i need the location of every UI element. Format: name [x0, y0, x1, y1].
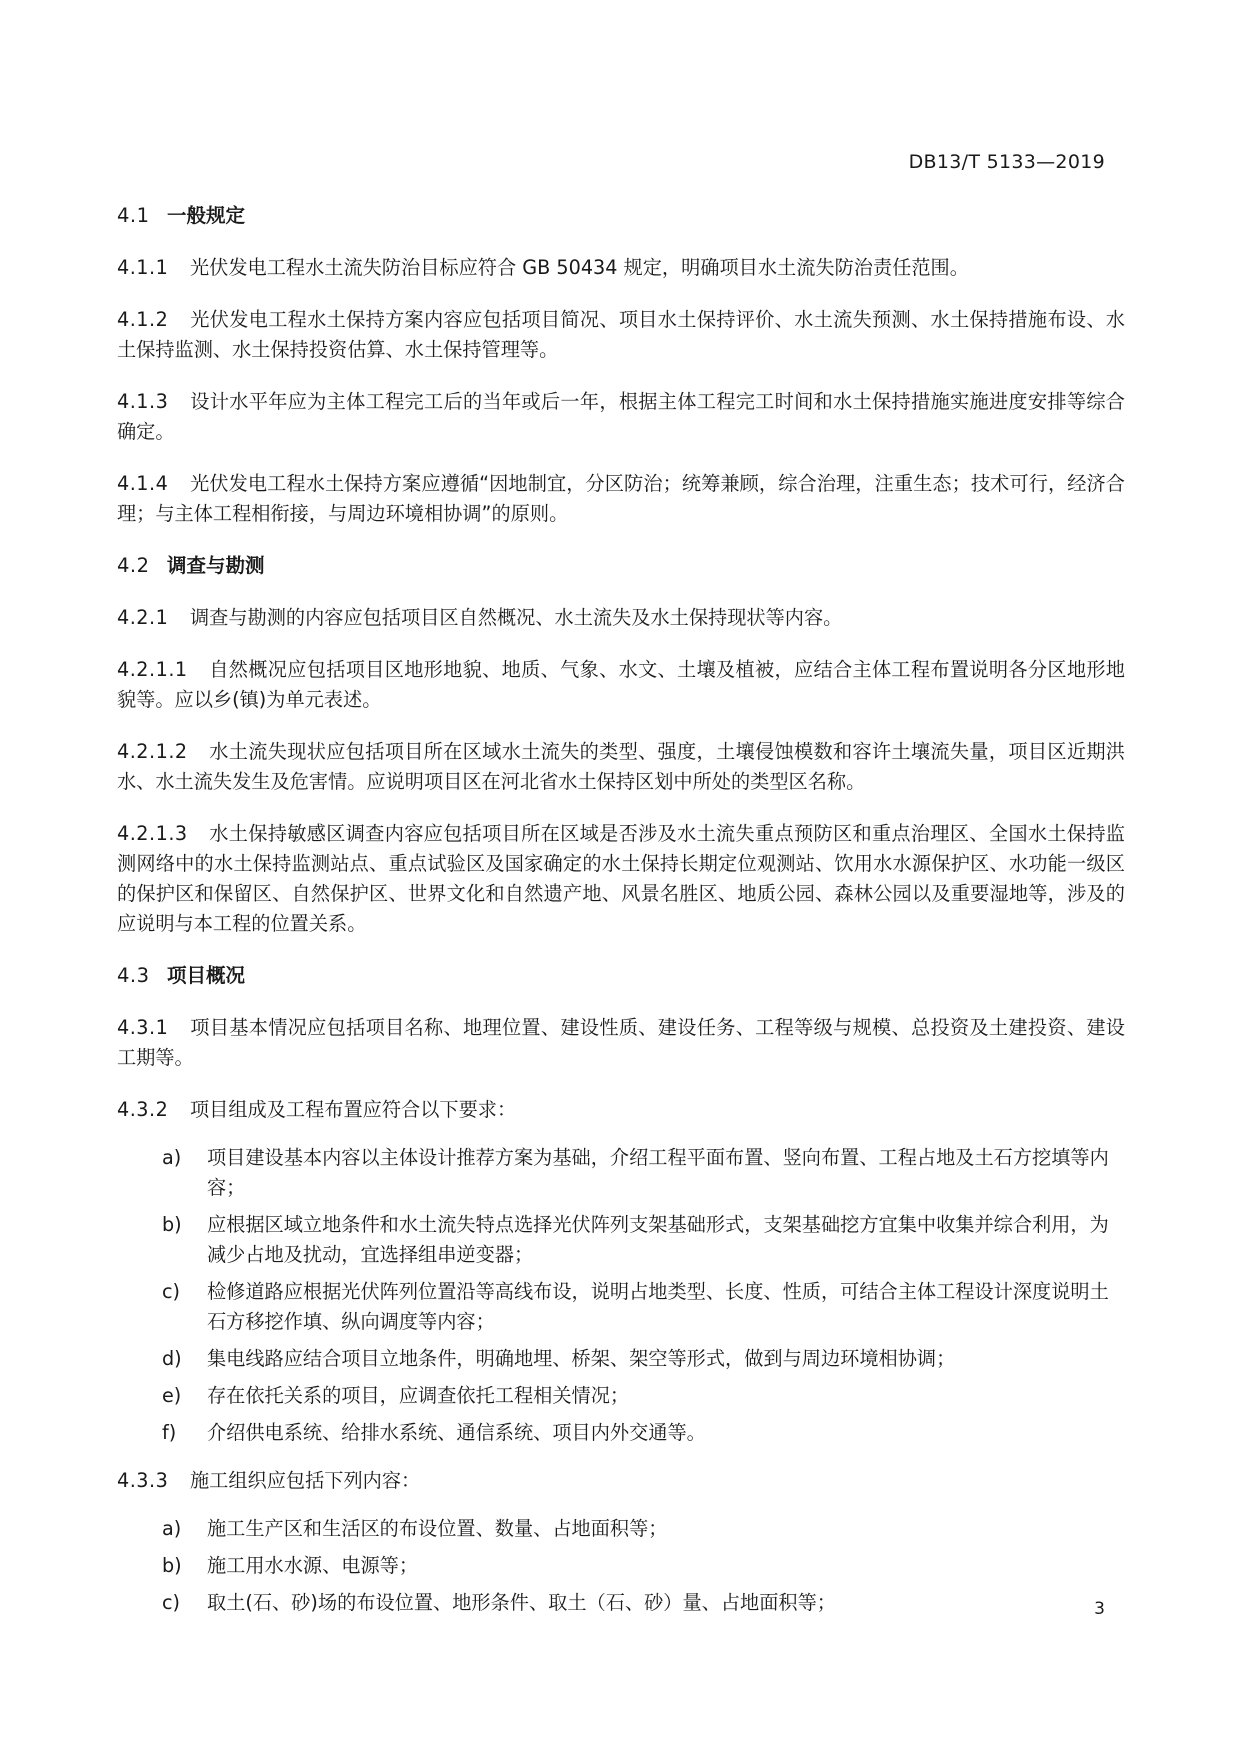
section-heading-4-2: [117, 551, 1125, 581]
list-item-text: 存在依托关系的项目，应调查依托工程相关情况；: [207, 1384, 630, 1407]
list-item: [117, 1514, 1125, 1544]
clause-4-2-1-3: [117, 819, 1125, 939]
list-item: [117, 1210, 1125, 1270]
list-item-text: 检修道路应根据光伏阵列位置沿等高线布设，说明占地类型、长度、性质，可结合主体工程设计深度说明土石方移挖作填、纵向调度等内容；: [207, 1280, 1109, 1333]
list-item-text: 项目建设基本内容以主体设计推荐方案为基础，介绍工程平面布置、竖向布置、工程占地及土石方挖填等内容；: [207, 1146, 1109, 1199]
clause-4-1-4: [117, 469, 1125, 529]
list-marker: d): [162, 1347, 182, 1370]
list-marker: e): [162, 1384, 182, 1407]
clause-4-2-1: [117, 603, 1125, 633]
standard-code: DB13/T 5133—2019: [908, 151, 1105, 173]
section-number: 4.1: [117, 204, 150, 227]
section-title: 调查与勘测: [167, 554, 265, 577]
clause-number: 4.1.3: [117, 390, 169, 413]
clause-text: 项目基本情况应包括项目名称、地理位置、建设性质、建设任务、工程等级与规模、总投资及土建投资、建设工期等。: [117, 1016, 1125, 1069]
section-title: 项目概况: [167, 964, 246, 987]
clause-number: 4.1.1: [117, 256, 169, 279]
clause-text: 光伏发电工程水土保持方案应遵循“因地制宜，分区防治；统筹兼顾，综合治理，注重生态；技术可行，经济合理；与主体工程相衔接，与周边环境相协调”的原则。: [117, 472, 1125, 525]
clause-number: 4.1.2: [117, 308, 169, 331]
list-item: [117, 1381, 1125, 1411]
clause-number: 4.2.1.2: [117, 740, 188, 763]
clause-text: 项目组成及工程布置应符合以下要求：: [190, 1098, 517, 1121]
list-item-text: 应根据区域立地条件和水土流失特点选择光伏阵列支架基础形式，支架基础挖方宜集中收集并综合利用，为减少占地及扰动，宜选择组串逆变器；: [207, 1213, 1109, 1266]
section-number: 4.2: [117, 554, 150, 577]
clause-number: 4.3.1: [117, 1016, 169, 1039]
clause-text: 水土流失现状应包括项目所在区域水土流失的类型、强度，土壤侵蚀模数和容许土壤流失量，项目区近期洪水、水土流失发生及危害情。应说明项目区在河北省水土保持区划中所处的类型区名称。: [117, 740, 1125, 793]
section-heading-4-1: [117, 201, 1125, 231]
clause-text: 光伏发电工程水土保持方案内容应包括项目简况、项目水土保持评价、水土流失预测、水土保持措施布设、水土保持监测、水土保持投资估算、水土保持管理等。: [117, 308, 1125, 361]
clause-4-2-1-1: [117, 655, 1125, 715]
clause-4-2-1-2: [117, 737, 1125, 797]
list-item-text: 集电线路应结合项目立地条件，明确地埋、桥架、架空等形式，做到与周边环境相协调；: [207, 1347, 956, 1370]
list-marker: c): [162, 1280, 181, 1303]
clause-4-1-2: [117, 305, 1125, 365]
clause-text: 设计水平年应为主体工程完工后的当年或后一年，根据主体工程完工时间和水土保持措施实施进度安排等综合确定。: [117, 390, 1125, 443]
clause-4-3-3: [117, 1466, 1125, 1496]
list-item-text: 取土(石、砂)场的布设位置、地形条件、取土（石、砂）量、占地面积等；: [207, 1591, 836, 1614]
list-item: [117, 1588, 1125, 1618]
list-item-text: 施工生产区和生活区的布设位置、数量、占地面积等；: [207, 1517, 668, 1540]
clause-4-1-1: [117, 253, 1125, 283]
clause-4-1-3: [117, 387, 1125, 447]
list-item-text: 介绍供电系统、给排水系统、通信系统、项目内外交通等。: [207, 1421, 706, 1444]
clause-text: 光伏发电工程水土流失防治目标应符合 GB 50434 规定，明确项目水土流失防治责任范围。: [190, 256, 969, 279]
list-item: [117, 1277, 1125, 1337]
clause-text: 自然概况应包括项目区地形地貌、地质、气象、水文、土壤及植被，应结合主体工程布置说明各分区地形地貌等。应以乡(镇)为单元表述。: [117, 658, 1125, 711]
list-item: [117, 1418, 1125, 1448]
clause-number: 4.2.1.1: [117, 658, 188, 681]
clause-text: 水土保持敏感区调查内容应包括项目所在区域是否涉及水土流失重点预防区和重点治理区、全国水土保持监测网络中的水土保持监测站点、重点试验区及国家确定的水土保持长期定位观测站、饮用水水源保护区、水功能一级区的保护区和保留区、自然保护区、世界文化和自然遗产地、风景名胜区、地质公园、森林公园以及重要湿地等，涉及的应说明与本工程的位置关系。: [117, 822, 1125, 935]
list-item: [117, 1551, 1125, 1581]
clause-4-3-1: [117, 1013, 1125, 1073]
list-marker: b): [162, 1554, 182, 1577]
clause-number: 4.1.4: [117, 472, 169, 495]
clause-number: 4.3.2: [117, 1098, 169, 1121]
clause-text: 施工组织应包括下列内容：: [190, 1469, 421, 1492]
clause-4-3-2: [117, 1095, 1125, 1125]
list-item: [117, 1143, 1125, 1203]
clause-number: 4.2.1: [117, 606, 169, 629]
list-4-3-3: [117, 1514, 1125, 1618]
list-marker: c): [162, 1591, 181, 1614]
page-number: 3: [1094, 1599, 1105, 1619]
section-number: 4.3: [117, 964, 150, 987]
list-4-3-2: [117, 1143, 1125, 1448]
list-marker: a): [162, 1517, 182, 1540]
list-marker: f): [162, 1421, 177, 1444]
clause-text: 调查与勘测的内容应包括项目区自然概况、水土流失及水土保持现状等内容。: [190, 606, 843, 629]
section-title: 一般规定: [167, 204, 246, 227]
list-item-text: 施工用水水源、电源等；: [207, 1554, 419, 1577]
list-item: [117, 1344, 1125, 1374]
document-body: [117, 201, 1125, 1636]
list-marker: a): [162, 1146, 182, 1169]
clause-number: 4.3.3: [117, 1469, 169, 1492]
list-marker: b): [162, 1213, 182, 1236]
section-heading-4-3: [117, 961, 1125, 991]
clause-number: 4.2.1.3: [117, 822, 188, 845]
